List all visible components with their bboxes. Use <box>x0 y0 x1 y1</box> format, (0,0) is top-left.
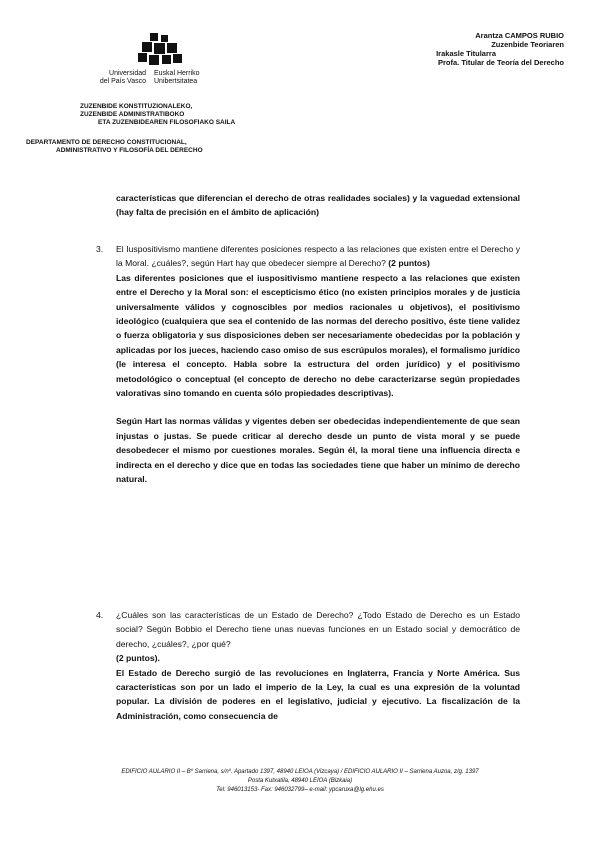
department-name-eu <box>80 103 235 127</box>
question-4-answer: El Estado de Derecho surgió de las revoluciones en Inglaterra, Francia y Norte América. Sus características son por un lado el imperio de la Ley, la cual es una expresión de la voluntad popular. La división de poderes en el legislativo, judicial y ejecutivo. La fiscalización de la Administración, como consecuencia de <box>116 667 520 721</box>
question-4-points: (2 puntos). <box>116 653 160 664</box>
department-es-line1: DEPARTAMENTO DE DERECHO CONSTITUCIONAL, <box>26 139 187 146</box>
university-name-es-line1: Universidad <box>109 70 146 77</box>
question-4 <box>96 608 520 723</box>
university-name-es <box>92 70 146 86</box>
question-3-points: (2 puntos) <box>388 258 430 269</box>
department-es-line2: ADMINISTRATIVO Y FILOSOFÍA DEL DERECHO <box>56 147 203 154</box>
department-eu-line1: ZUZENBIDE KONSTITUZIONALEKO, <box>80 103 193 110</box>
question-4-number: 4. <box>96 610 104 620</box>
author-block <box>314 31 564 67</box>
footer-address: EDIFICIO AULARIO II – Bº Sarriena, s/nº. Apartado 1397, 48940 LEIOA (Vizcaya) / EDIFICIO AULARIO II – Sarriena Auzoa, z/g. 1397 <box>121 769 479 775</box>
department-eu-line3: ETA ZUZENBIDEAREN FILOSOFIAKO SAILA <box>98 119 236 126</box>
intro-bold-paragraph: características que diferencian el derecho de otras realidades sociales) y la vaguedad extensional (hay falta de precisión en el ámbito de aplicación) <box>116 193 520 218</box>
footer-postal: Posta Kutxatila, 48940 LEIOA (Bizkaia) <box>247 778 353 784</box>
department-eu-line2: ZUZENBIDE ADMINISTRATIBOKO <box>80 111 185 118</box>
question-4-text: ¿Cuáles son las características de un Estado de Derecho? ¿Todo Estado de Derecho es un Estado social? Según Bobbio el Derecho tiene unas nuevas funciones en un Estado social y democrático de derecho, ¿cuáles?, ¿por qué? <box>116 610 520 649</box>
question-3 <box>96 242 520 487</box>
university-name-eu <box>154 70 224 86</box>
department-name-es <box>26 139 203 155</box>
university-name-es-line2: del País Vasco <box>99 78 146 85</box>
author-role-eu: Zuzenbide Teoriaren <box>491 40 564 49</box>
university-logo-icon <box>136 33 184 67</box>
author-title-es: Profa. Titular de Teoría del Derecho <box>437 58 564 67</box>
question-3-answer-p2: Según Hart las normas válidas y vigentes deben ser obedecidas independientemente de que sean injustas o justas. Se puede criticar al derecho desde un punto de vista moral y se puede desobedecer el mismo por cuestiones morales. Según él, la moral tiene una influencia directa e indirecta en el derecho y dice que en todas las sociedades tiene que haber un mínimo de derecho natural. <box>116 416 520 485</box>
university-name-eu-line2: Unibertsitatea <box>154 78 198 85</box>
question-3-number: 3. <box>96 244 104 254</box>
footer-contact: Tel: 946013153- Fax: 946032799– e-mail: ypcaruxa@lg.ehu.es <box>216 787 384 793</box>
author-title-eu: Irakasle Titularra <box>436 49 496 58</box>
author-name: Arantza CAMPOS RUBIO <box>475 31 564 40</box>
question-3-answer-p1: Las diferentes posiciones que el iuspositivismo mantiene respecto a las relaciones que existen entre el Derecho y la Moral son: el escepticismo ético (no existen principios morales y de justicia universalmente válidos y cognoscibles por medios racionales u objetivos), el positivismo ideológico (cualquiera que sea el contenido de las normas del derecho positivo, éste tiene validez o fuerza obligatoria y sus disposiciones deben ser necesariamente obedecidas por la población y aplicadas por los jueces, haciendo caso omiso de sus escrúpulos morales), el formalismo jurídico (le interesa el concepto. Habla sobre la estructura del orden jurídico) y el positivismo metodológico o conceptual (el concepto de derecho no debe caracterizarse según propiedades valorativas sino tomando en cuenta sólo propiedades descriptivas). <box>116 272 520 399</box>
question-3-text: El Iuspositivismo mantiene diferentes posiciones respecto a las relaciones que existen entre el Derecho y la Moral. ¿cuáles?, según Hart hay que obedecer siempre al Derecho? <box>116 244 520 269</box>
page-footer <box>40 768 560 795</box>
university-name-eu-line1: Euskal Herriko <box>154 70 200 77</box>
